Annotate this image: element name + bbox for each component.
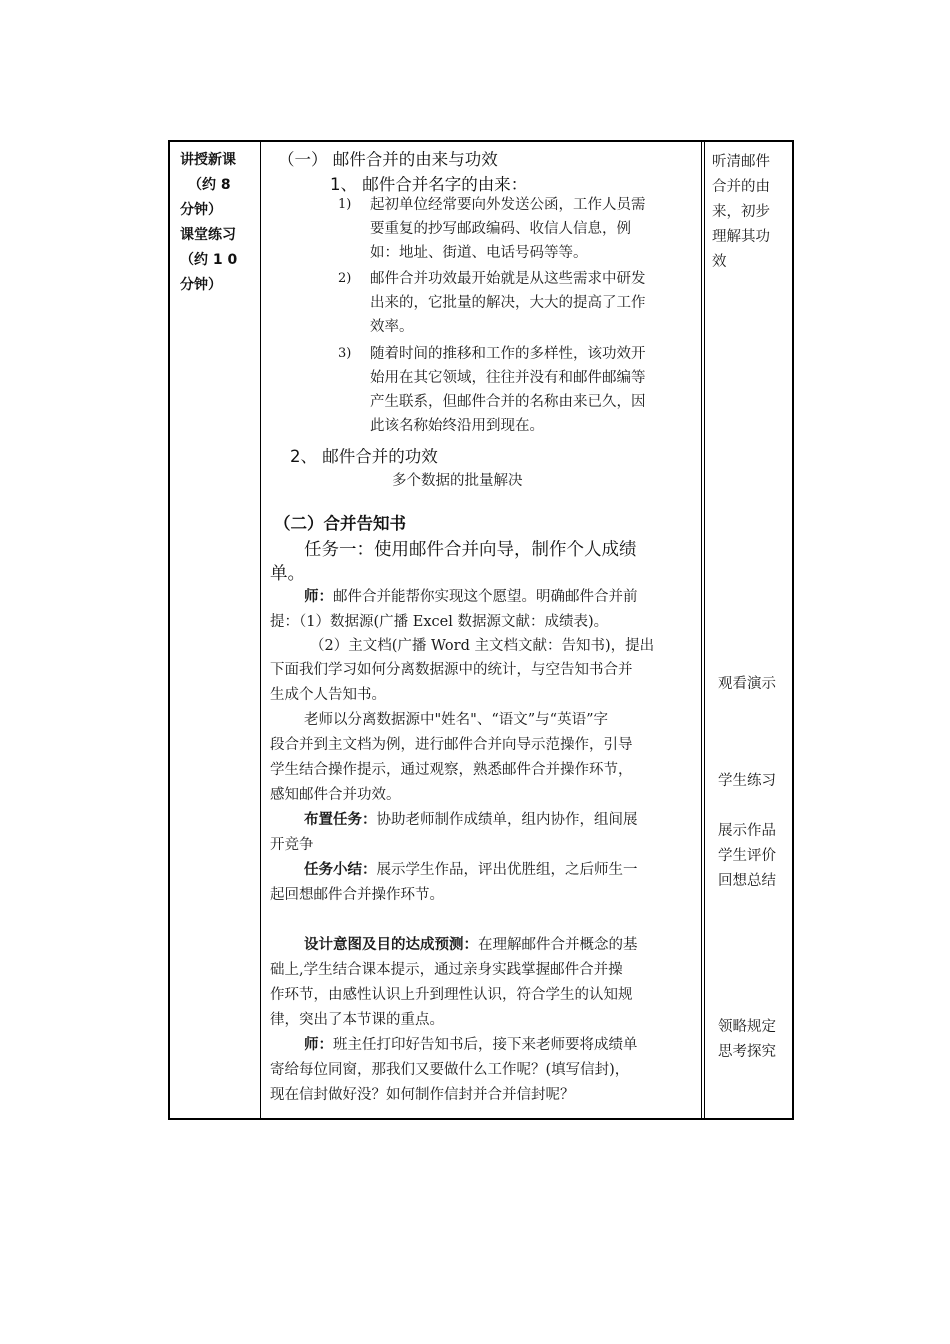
- text-line: 段合并到主文档为例，进行邮件合并向导示范操作，引导: [270, 737, 633, 753]
- text-line: 生成个人告知书。: [270, 687, 386, 703]
- text-line: 展示学生作品，评出优胜组，之后师生一: [376, 862, 638, 878]
- text-line: 班主任打印好告知书后，接下来老师要将成绩单: [333, 1037, 638, 1053]
- item2-text: [370, 267, 646, 339]
- time-line: 分钟）: [180, 277, 222, 293]
- text-line: 起初单位经常要向外发送公函，工作人员需: [370, 197, 646, 213]
- section1-sub1: 1、 邮件合并名字的由来：: [330, 175, 528, 194]
- text-line: 效率。: [370, 319, 414, 335]
- student-activity-practice: 学生练习: [718, 773, 776, 789]
- text-line: 邮件合并能帮你实现这个愿望。明确邮件合并前: [333, 589, 638, 605]
- teacher-paragraph-1: [304, 585, 638, 606]
- text-line: 展示作品: [718, 823, 776, 839]
- task-summary-paragraph: [304, 858, 638, 879]
- column-divider: [701, 142, 702, 1118]
- column-divider: [704, 142, 705, 1118]
- section2-heading: （二）合并告知书: [274, 514, 406, 533]
- text-line: 合并的由: [712, 179, 770, 195]
- text-line: 寄给每位同窗，那我们又要做什么工作呢？(填写信封)，: [270, 1062, 630, 1078]
- time-line: 讲授新课: [180, 152, 236, 168]
- teacher-paragraph-2: [304, 1033, 638, 1054]
- item1-text: [370, 193, 646, 265]
- task1-title: 任务一：使用邮件合并向导，制作个人成绩: [304, 540, 637, 560]
- text-line: 来，初步: [712, 204, 770, 220]
- text-line: 此该名称始终沿用到现在。: [370, 418, 544, 434]
- text-line: 要重复的抄写邮政编码、收信人信息，例: [370, 221, 631, 237]
- time-line: 分钟）: [180, 202, 222, 218]
- item2-number: 2): [338, 271, 352, 286]
- design-intent-paragraph: [304, 933, 638, 954]
- column-divider: [260, 142, 261, 1118]
- item3-text: [370, 342, 646, 438]
- text-line: 在理解邮件合并概念的基: [478, 937, 638, 953]
- text-line: 提：（1）数据源(广播 Excel 数据源文献：成绩表)。: [270, 614, 609, 630]
- item1-number: 1): [338, 197, 352, 212]
- text-line: 学生评价: [718, 848, 776, 864]
- text-line: 如：地址、街道、电话号码等等。: [370, 245, 588, 261]
- summary-label: 任务小结：: [304, 862, 377, 878]
- text-line: 回想总结: [718, 873, 776, 889]
- item3-number: 3): [338, 346, 352, 361]
- text-line: 下面我们学习如何分离数据源中的统计，与空告知书合并: [270, 662, 633, 678]
- text-line: 思考探究: [718, 1044, 776, 1060]
- text-line: 起回想邮件合并操作环节。: [270, 887, 444, 903]
- student-activity-4: [718, 1015, 776, 1065]
- text-line: 随着时间的推移和工作的多样性，该功效开: [370, 346, 646, 362]
- text-line: 学生结合操作提示，通过观察，熟悉邮件合并操作环节，: [270, 762, 633, 778]
- lesson-table: [168, 140, 794, 1120]
- text-line: 邮件合并功效最开始就是从这些需求中研发: [370, 271, 646, 287]
- design-label: 设计意图及目的达成预测：: [304, 937, 478, 953]
- text-line: 始用在其它领域，往往并没有和邮件邮编等: [370, 370, 646, 386]
- text-line: 老师以分离数据源中"姓名"、“语文”与“英语”字: [304, 712, 608, 728]
- student-activity-watch: 观看演示: [718, 676, 776, 692]
- text-line: 协助老师制作成绩单，组内协作，组间展: [376, 812, 638, 828]
- text-line: 开竞争: [270, 837, 314, 853]
- text-line: 产生联系，但邮件合并的名称由来已久，因: [370, 394, 646, 410]
- section1-heading: （一） 邮件合并的由来与功效: [278, 150, 498, 169]
- text-line: 效: [712, 254, 727, 270]
- text-line: 听清邮件: [712, 154, 770, 170]
- time-line: （约 1 0: [180, 252, 238, 268]
- assign-label: 布置任务：: [304, 812, 377, 828]
- student-activity-3: [718, 819, 776, 894]
- text-line: 出来的，它批量的解决，大大的提高了工作: [370, 295, 646, 311]
- teacher-label: 师：: [304, 1037, 333, 1053]
- time-line: （约 8: [188, 177, 231, 193]
- text-line: 律，突出了本节课的重点。: [270, 1012, 444, 1028]
- assign-task-paragraph: [304, 808, 638, 829]
- text-line: 领略规定: [718, 1019, 776, 1035]
- time-line: 课堂练习: [180, 227, 236, 243]
- time-allocation-cell: [180, 148, 256, 298]
- text-line: 作环节，由感性认识上升到理性认识，符合学生的认知规: [270, 987, 633, 1003]
- teacher-label: 师：: [304, 589, 333, 605]
- section1-sub2-text: 多个数据的批量解决: [392, 473, 523, 489]
- student-activity-1: [712, 150, 770, 275]
- section1-sub2: 2、 邮件合并的功效: [290, 447, 438, 466]
- text-line: 础上,学生结合课本提示，通过亲身实践掌握邮件合并操: [270, 962, 623, 978]
- text-line: 理解其功: [712, 229, 770, 245]
- text-line: （2）主文档(广播 Word 主文档文献：告知书)，提出: [310, 638, 655, 654]
- task1-title-cont: 单。: [270, 564, 305, 584]
- text-line: 现在信封做好没？如何制作信封并合并信封呢？: [270, 1087, 575, 1103]
- text-line: 感知邮件合并功效。: [270, 787, 401, 803]
